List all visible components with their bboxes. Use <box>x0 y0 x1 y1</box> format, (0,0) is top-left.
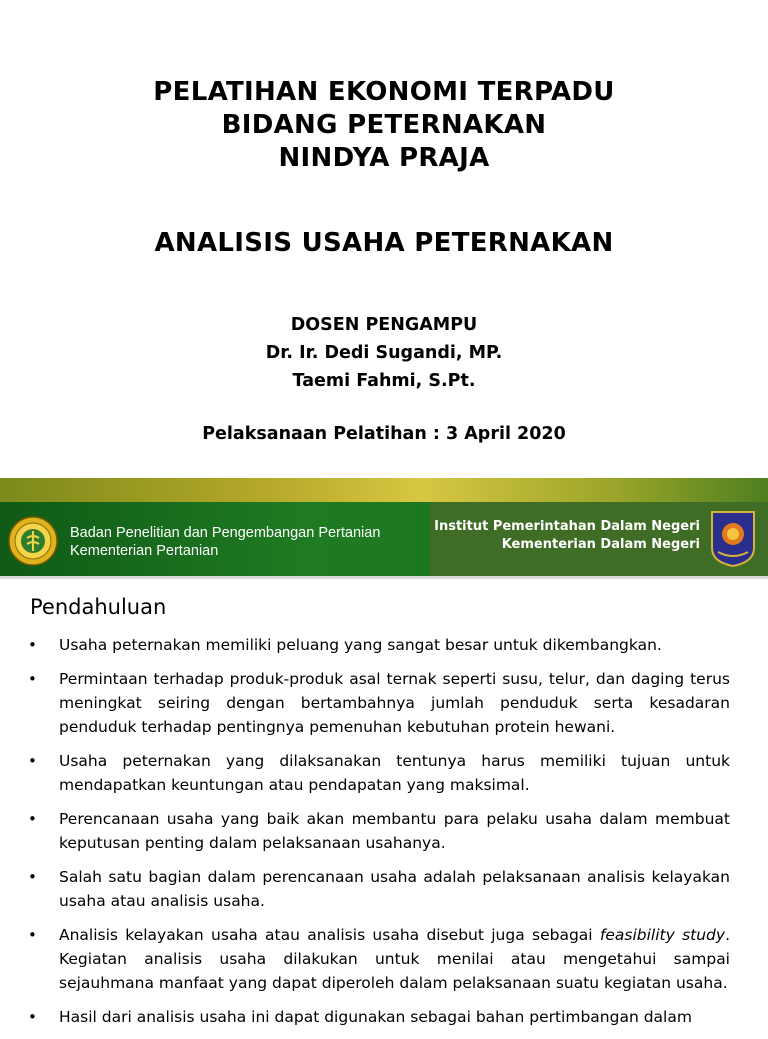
list-item <box>28 749 730 797</box>
section-title: Pendahuluan <box>30 595 167 619</box>
footer-band <box>0 478 768 576</box>
left-organization <box>70 524 380 560</box>
org-line: Institut Pemerintahan Dalam Negeri <box>434 519 700 534</box>
list-item-text <box>59 926 730 992</box>
org-line: Badan Penelitian dan Pengembangan Pertanian <box>70 525 381 541</box>
bullet-icon: • <box>28 1008 37 1026</box>
title-line: NINDYA PRAJA <box>278 143 490 173</box>
kementan-emblem-icon <box>8 516 58 566</box>
text-segment: . Kegiatan analisis usaha dilakukan untuk menilai atau mengetahui sampai sejauhmana manfaat yang dapat diperoleh dalam pelaksanaan suatu kegiatan usaha. <box>59 926 730 992</box>
bullet-icon: • <box>28 752 37 770</box>
org-line: Kementerian Dalam Negeri <box>501 537 700 552</box>
org-line: Kementerian Pertanian <box>70 543 219 559</box>
list-item <box>28 667 730 739</box>
intro-slide <box>0 579 768 1024</box>
right-organization <box>434 518 700 554</box>
list-item-text: Usaha peternakan memiliki peluang yang sangat besar untuk dikembangkan. <box>59 636 662 654</box>
bullet-icon: • <box>28 868 37 886</box>
list-item-text: Salah satu bagian dalam perencanaan usaha adalah pelaksanaan analisis kelayakan usaha atau analisis usaha. <box>59 868 730 910</box>
lecturer-label: DOSEN PENGAMPU <box>290 315 478 335</box>
list-item-text: Hasil dari analisis usaha ini dapat digunakan sebagai bahan pertimbangan dalam <box>59 1008 692 1026</box>
title-line: BIDANG PETERNAKAN <box>221 110 547 140</box>
bullet-icon: • <box>28 636 37 654</box>
ipdn-box <box>430 502 768 576</box>
subtitle: ANALISIS USAHA PETERNAKAN <box>154 228 614 258</box>
training-date: Pelaksanaan Pelatihan : 3 April 2020 <box>202 424 566 444</box>
list-item <box>28 807 730 855</box>
ipdn-emblem-icon <box>710 510 756 568</box>
bullet-icon: • <box>28 926 37 944</box>
italic-term: feasibility study <box>599 926 726 944</box>
lecturer-block <box>0 311 768 395</box>
text-segment: Analisis kelayakan usaha atau analisis usaha disebut juga sebagai <box>59 926 600 944</box>
list-item <box>28 1005 730 1029</box>
lecturer-name: Taemi Fahmi, S.Pt. <box>292 371 476 391</box>
list-item-text: Perencanaan usaha yang baik akan membantu para pelaku usaha dalam membuat keputusan penting dalam pelaksanaan usahanya. <box>59 810 730 852</box>
list-item-text: Permintaan terhadap produk-produk asal ternak seperti susu, telur, dan daging terus meningkat seiring dengan bertambahnya jumlah penduduk serta kesadaran penduduk terhadap pentingnya pemenuhan kebutuhan protein hewani. <box>59 670 730 736</box>
main-title <box>0 76 768 175</box>
bullet-icon: • <box>28 670 37 688</box>
title-line: PELATIHAN EKONOMI TERPADU <box>153 77 615 107</box>
bullet-icon: • <box>28 810 37 828</box>
bullet-list <box>28 633 730 1039</box>
band-gold-stripe <box>0 478 768 502</box>
list-item <box>28 633 730 657</box>
list-item <box>28 923 730 995</box>
list-item-text: Usaha peternakan yang dilaksanakan tentunya harus memiliki tujuan untuk mendapatkan keuntungan atau pendapatan yang maksimal. <box>59 752 730 794</box>
list-item <box>28 865 730 913</box>
lecturer-name: Dr. Ir. Dedi Sugandi, MP. <box>265 343 503 363</box>
